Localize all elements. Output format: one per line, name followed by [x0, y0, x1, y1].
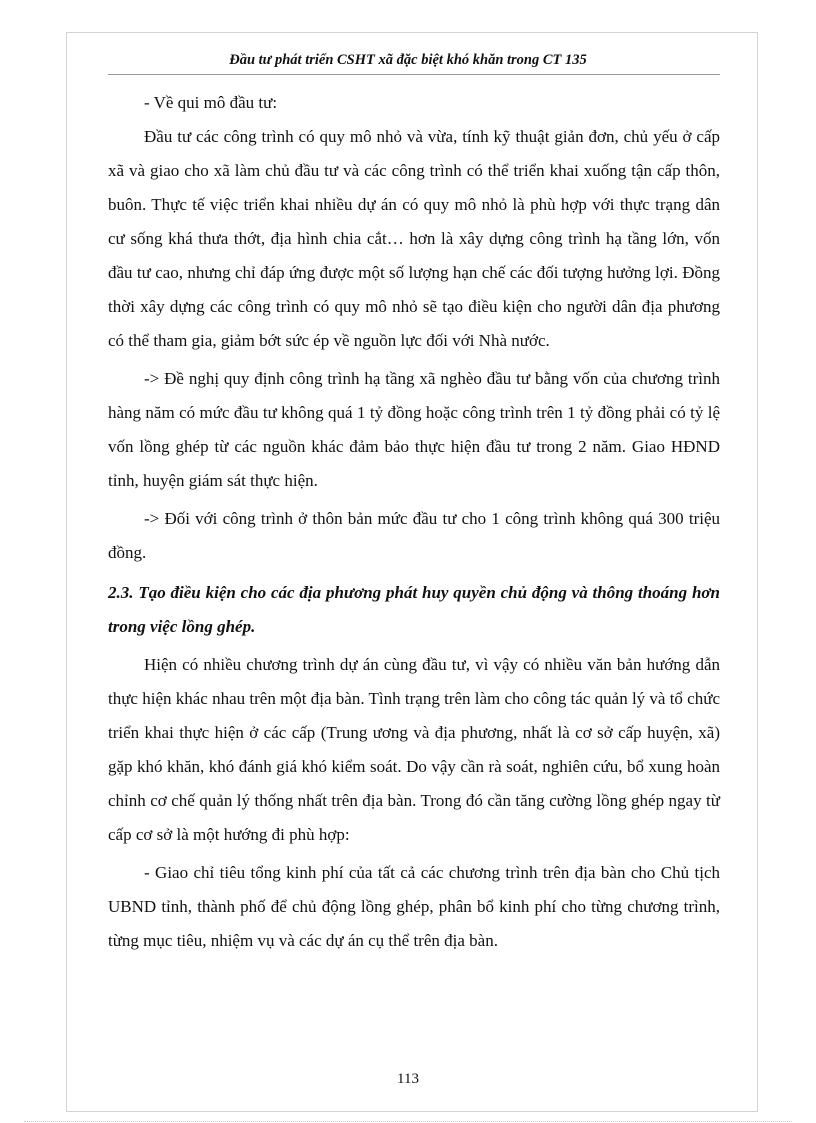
paragraph-budget-assignment: - Giao chỉ tiêu tổng kinh phí của tất cả các chương trình trên địa bàn cho Chủ tịch UBND tỉnh, thành phố để chủ động lồng ghép, phân bổ kinh phí cho từng chương trình, từng mục tiêu, nhiệm vụ và các dự án cụ thể trên địa bàn.	[108, 863, 720, 950]
paragraph-scale-label: - Về qui mô đầu tư:	[144, 93, 278, 112]
header-divider	[108, 74, 720, 75]
paragraph-integration-context: Hiện có nhiều chương trình dự án cùng đầu tư, vì vậy có nhiều văn bản hướng dẫn thực hiện khác nhau trên một địa bàn. Tình trạng trên làm cho công tác quản lý và tổ chức triển khai thực hiện ở các cấp (Trung ương và địa phương, nhất là cơ sở cấp huyện, xã) gặp khó khăn, khó đánh giá khó kiểm soát. Do vậy cần rà soát, nghiên cứu, bổ xung hoàn chỉnh cơ chế quản lý thống nhất trên địa bàn. Trong đó cần tăng cường lồng ghép ngay từ cấp cơ sở là một hướng đi phù hợp:	[108, 655, 720, 844]
running-header: Đầu tư phát triển CSHT xã đặc biệt khó khăn trong CT 135	[229, 52, 587, 68]
paragraph-proposal-commune: -> Đề nghị quy định công trình hạ tầng xã nghèo đầu tư bằng vốn của chương trình hàng năm có mức đầu tư không quá 1 tỷ đồng hoặc công trình trên 1 tỷ đồng phải có tỷ lệ vốn lồng ghép từ các nguồn khác đảm bảo thực hiện đầu tư trong 2 năm. Giao HĐND tỉnh, huyện giám sát thực hiện.	[108, 369, 720, 490]
paragraph-scale-description: Đầu tư các công trình có quy mô nhỏ và vừa, tính kỹ thuật giản đơn, chủ yếu ở cấp xã và giao cho xã làm chủ đầu tư và các công trình có thể triển khai xuống tận cấp thôn, buôn. Thực tế việc triển khai nhiều dự án có quy mô nhỏ là phù hợp với thực trạng dân cư sống khá thưa thớt, địa hình chia cắt… hơn là xây dựng công trình hạ tầng lớn, vốn đầu tư cao, nhưng chỉ đáp ứng được một số lượng hạn chế các đối tượng hưởng lợi. Đồng thời xây dựng các công trình có quy mô nhỏ sẽ tạo điều kiện cho người dân địa phương có thể tham gia, giảm bớt sức ép về nguồn lực đối với Nhà nước.	[108, 127, 720, 350]
paragraph-proposal-village: -> Đối với công trình ở thôn bản mức đầu tư cho 1 công trình không quá 300 triệu đồng.	[108, 509, 720, 562]
section-heading-2-3: 2.3. Tạo điều kiện cho các địa phương phát huy quyền chủ động và thông thoáng hơn trong việc lồng ghép.	[108, 583, 720, 636]
document-body	[108, 86, 720, 958]
page-number: 113	[397, 1071, 419, 1087]
bottom-dotted-line	[24, 1121, 792, 1122]
